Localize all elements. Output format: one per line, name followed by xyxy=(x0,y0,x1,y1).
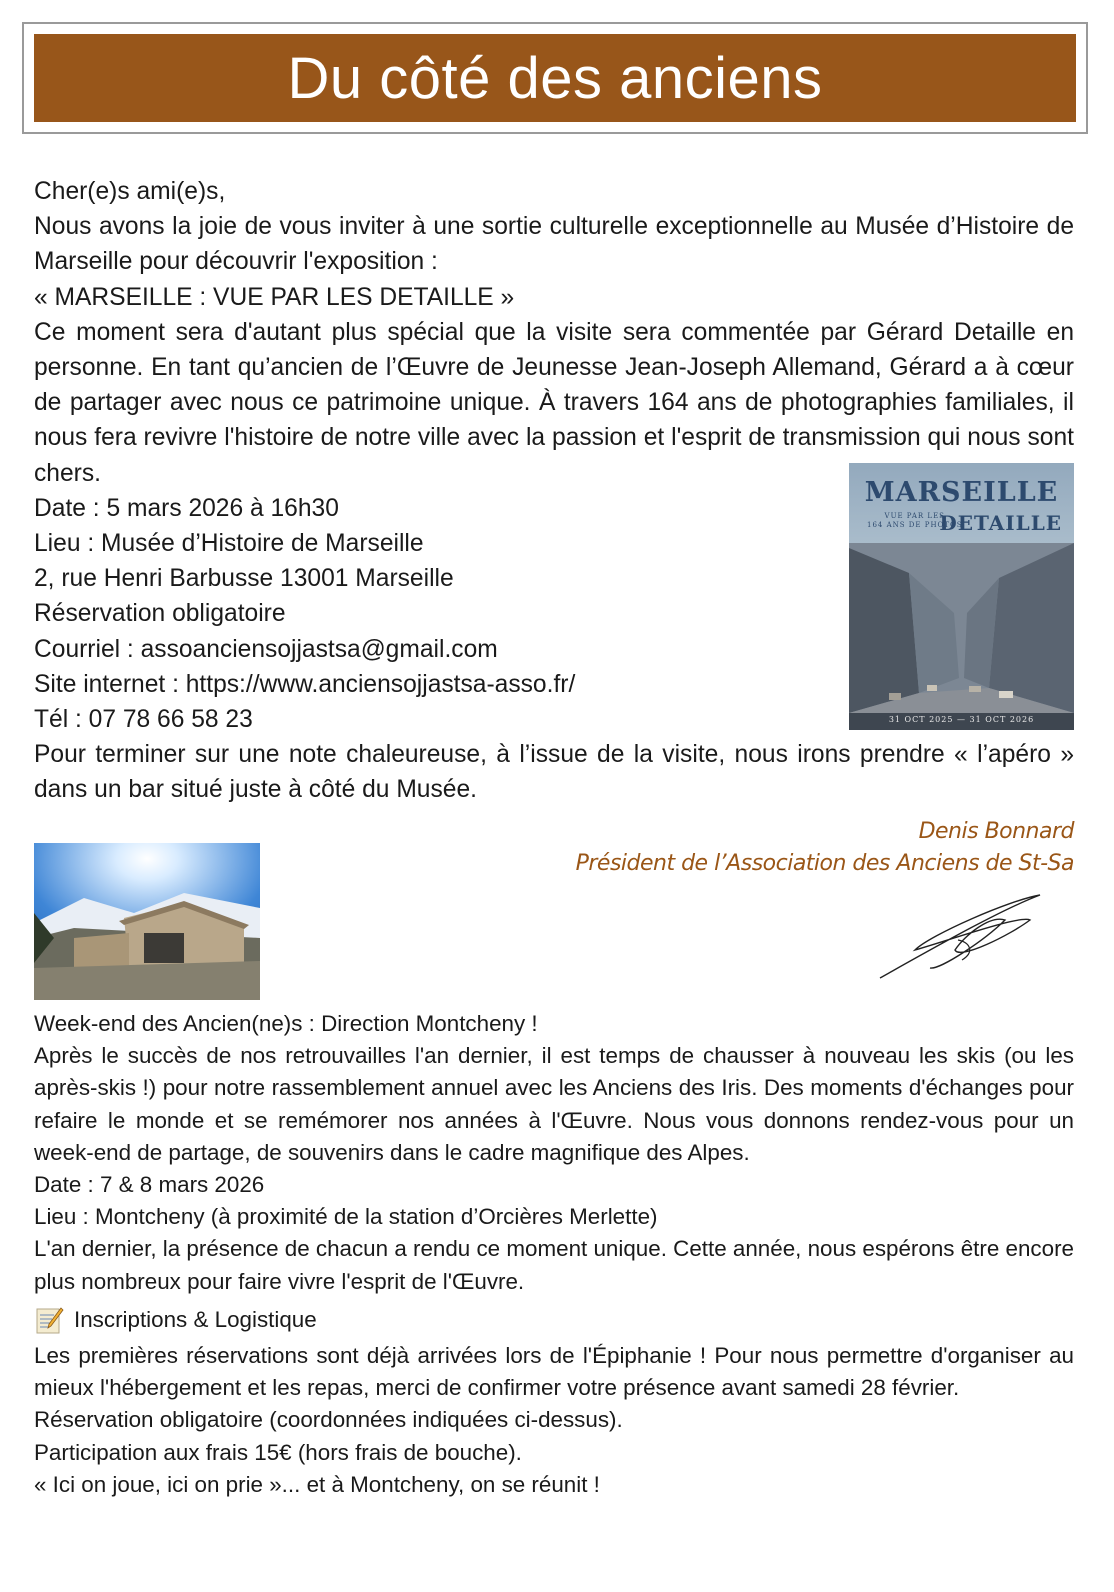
memo-icon xyxy=(34,1305,64,1335)
poster-subtitle-small: VUE PAR LES 164 ANS DE PHOTOS xyxy=(867,512,963,529)
header-bar xyxy=(34,34,1076,122)
event1-email: Courriel : assoanciensojjastsa@gmail.com xyxy=(34,635,498,663)
poster-title: MARSEILLE xyxy=(864,477,1059,508)
event1-closing: Pour terminer sur une note chaleureuse, à l’issue de la visite, nous irons prendre « l’apéro » dans un bar situé juste à côté du Musée. xyxy=(34,741,1074,804)
event1-date: Date : 5 mars 2026 à 16h30 xyxy=(34,494,339,522)
signatory-name: Denis Bonnard xyxy=(918,819,1074,844)
event1-body: Ce moment sera d'autant plus spécial que la visite sera commentée par Gérard Detaille en personne. En tant qu’ancien de l’Œuvre de Jeunesse Jean-Joseph Allemand, Gérard a à cœur de partager avec nous ce patrimoine unique. À travers 164 ans de photographies familiales, il nous fera revivre l'histoire de notre ville avec la passion et l'esprit de transmission qui nous sont chers. xyxy=(34,318,1074,487)
event2-section xyxy=(34,1008,1074,1501)
event1-intro: Nous avons la joie de vous inviter à une sortie culturelle exceptionnelle au Musée d’Histoire de Marseille pour découvrir l'exposition : xyxy=(34,213,1074,276)
logistics-heading xyxy=(34,1304,1074,1336)
event2-last-year: L'an dernier, la présence de chacun a rendu ce moment unique. Cette année, nous espérons être encore plus nombreux pour faire vivre l'esprit de l'Œuvre. xyxy=(34,1236,1074,1294)
chalet-illustration xyxy=(34,843,260,1000)
event2-reservation: Réservation obligatoire (coordonnées indiquées ci-dessus). xyxy=(34,1407,623,1433)
mountain-chalet-photo xyxy=(34,843,260,1000)
logistics-body: Les premières réservations sont déjà arrivées lors de l'Épiphanie ! Pour nous permettre d'organiser au mieux l'hébergement et les repas, merci de confirmer votre présence avant samedi 28 février. xyxy=(34,1343,1074,1401)
event1-address: 2, rue Henri Barbusse 13001 Marseille xyxy=(34,565,454,593)
signatory-role: Président de l’Association des Anciens de St-Sa xyxy=(575,851,1074,876)
event2-date: Date : 7 & 8 mars 2026 xyxy=(34,1172,265,1198)
event2-place: Lieu : Montcheny (à proximité de la station d’Orcières Merlette) xyxy=(34,1204,658,1230)
poster-dates: 31 OCT 2025 — 31 OCT 2026 xyxy=(888,715,1035,724)
event2-body: Après le succès de nos retrouvailles l'an dernier, il est temps de chausser à nouveau les skis (ou les après-skis !) pour notre rassemblement annuel avec les Anciens des Iris. Des moments d'échanges pour refaire le monde et se remémorer nos années à l'Œuvre. Nous vous donnons rendez-vous pour un week-end de partage, de souvenirs dans le cadre magnifique des Alpes. xyxy=(34,1043,1074,1165)
exhibition-poster xyxy=(849,463,1074,730)
exhibit-name: « MARSEILLE : VUE PAR LES DETAILLE » xyxy=(34,283,515,311)
event1-place: Lieu : Musée d’Histoire de Marseille xyxy=(34,530,424,558)
logistics-title: Inscriptions & Logistique xyxy=(74,1306,317,1332)
greeting: Cher(e)s ami(e)s, xyxy=(34,178,226,205)
page-title: Du côté des anciens xyxy=(287,45,823,111)
poster-subtitle-big: DETAILLE xyxy=(939,511,1062,535)
handwritten-signature xyxy=(870,880,1050,985)
event1-website: Site internet : https://www.anciensojjastsa-asso.fr/ xyxy=(34,670,576,698)
event2-motto: « Ici on joue, ici on prie »... et à Montcheny, on se réunit ! xyxy=(34,1471,600,1497)
header-frame xyxy=(22,22,1088,134)
signature-block xyxy=(576,816,1074,880)
event2-fees: Participation aux frais 15€ (hors frais de bouche). xyxy=(34,1439,522,1465)
event2-title: Week-end des Ancien(ne)s : Direction Montcheny ! xyxy=(34,1011,538,1036)
event1-reservation: Réservation obligatoire xyxy=(34,600,286,628)
event1-phone: Tél : 07 78 66 58 23 xyxy=(34,706,253,734)
